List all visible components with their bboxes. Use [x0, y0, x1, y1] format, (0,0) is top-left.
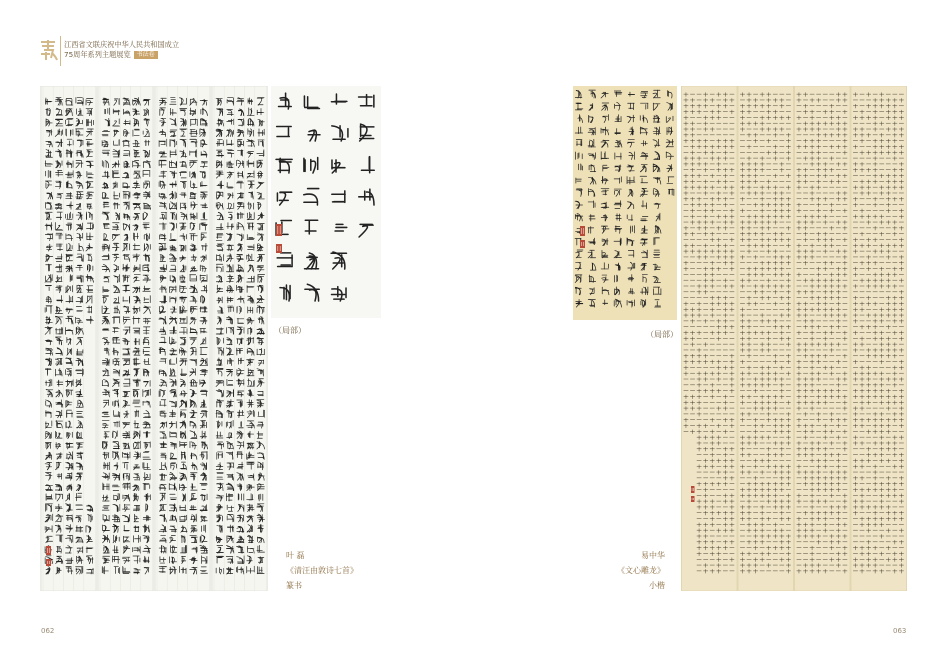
left-detail-caption: （局部） [274, 326, 306, 335]
right-script: 小楷 [649, 581, 665, 590]
calligraphy-glyph [103, 329, 109, 330]
right-artwork-svg [681, 86, 907, 591]
volume-badge: 书法卷 [134, 51, 158, 59]
right-artist: 易中华 [641, 551, 665, 560]
left-title: 《清汪由敦诗七首》 [286, 566, 358, 575]
panel-sheet [682, 86, 738, 591]
right-detail-caption: （局部） [646, 330, 678, 339]
panel-sheet [738, 86, 794, 591]
right-title: 《文心雕龙》 [617, 566, 665, 575]
panel-sheet [851, 86, 907, 591]
left-artwork-svg [40, 86, 268, 591]
right-credit [617, 548, 665, 593]
left-artist: 叶 磊 [286, 551, 305, 560]
seal-stamp [46, 559, 51, 566]
small-regular-panels-image [681, 86, 907, 591]
seal-script-panels-image [40, 86, 268, 591]
header-line-2: 75周年系列主题展览 [64, 50, 131, 59]
left-page-number: 062 [41, 627, 55, 635]
seal-stamp [691, 486, 695, 493]
header-divider [60, 36, 61, 66]
header-line-1: 江西省文联庆祝中华人民共和国成立 [64, 40, 180, 49]
left-credit [286, 548, 358, 593]
small-regular-detail-image [573, 86, 677, 320]
seal-stamp [580, 226, 585, 236]
right-detail-svg [573, 86, 677, 320]
left-script: 篆书 [286, 581, 302, 590]
left-detail-svg [271, 86, 381, 318]
seal-stamp [580, 240, 585, 248]
seal-script-detail-image [271, 86, 381, 318]
panel-sheet [795, 86, 851, 591]
seal-stamp [691, 496, 695, 502]
seal-stamp [276, 244, 282, 253]
seal-stamp [46, 546, 51, 555]
logo-seal-icon [38, 38, 60, 62]
right-page-number: 063 [893, 627, 907, 635]
series-header [64, 40, 179, 60]
seal-stamp [276, 224, 282, 236]
